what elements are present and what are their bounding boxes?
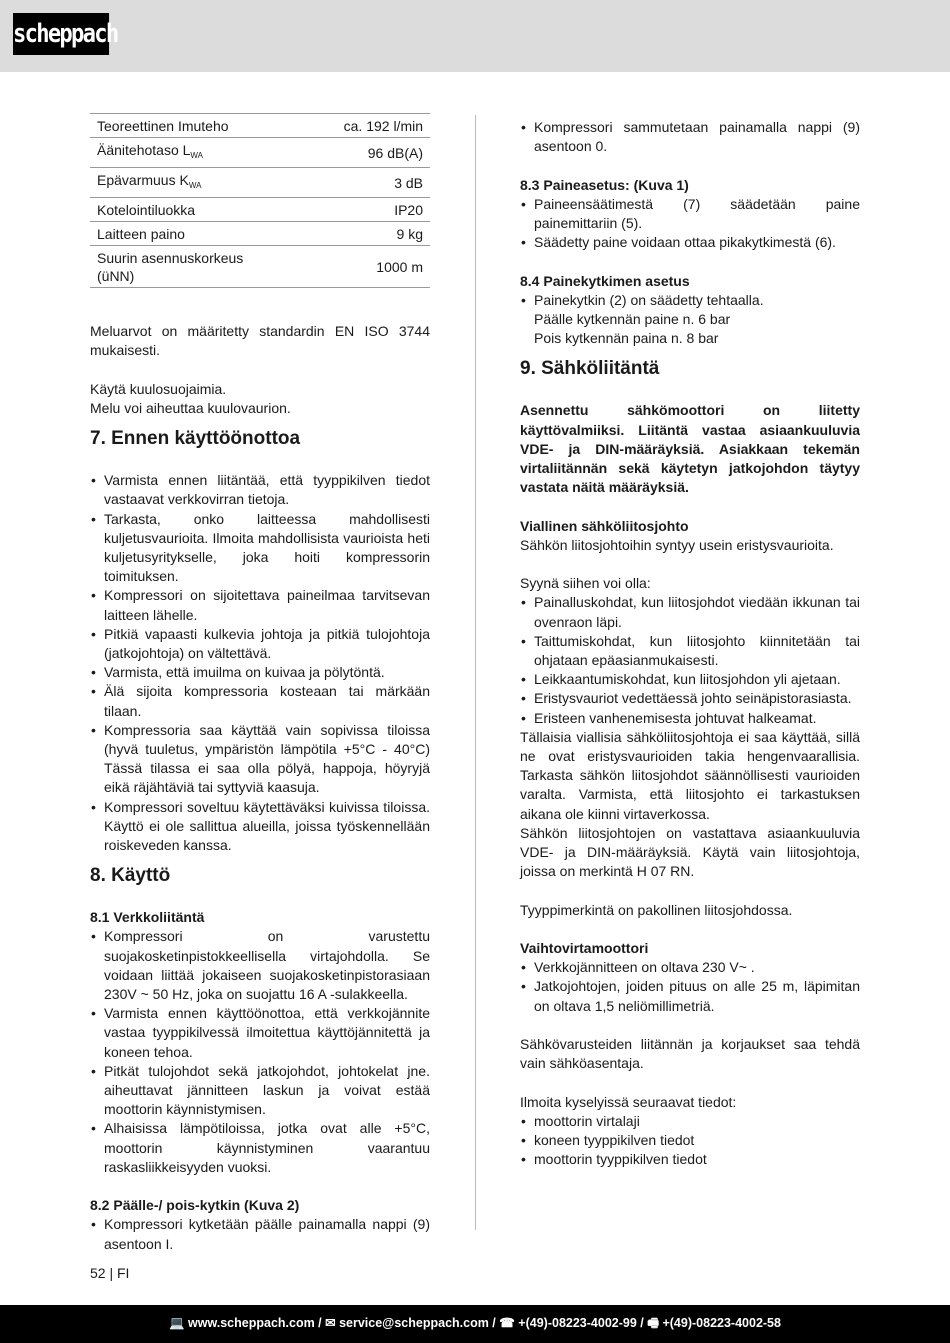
paragraph: Sähkövarusteiden liitännän ja korjaukset saa tehdä vain sähköasentaja. — [520, 1036, 860, 1072]
paragraph: Sähkön liitosjohtoihin syntyy usein eristysvaurioita. — [520, 536, 834, 553]
subsection-heading: 8.1 Verkkoliitäntä — [90, 909, 205, 926]
section-heading: 8. Käyttö — [90, 865, 171, 887]
spec-label-text: Kotelointiluokka — [97, 201, 196, 218]
table-row — [90, 138, 430, 168]
spec-label — [90, 198, 260, 222]
paragraph: Melu voi aiheuttaa kuulovaurion. — [90, 399, 291, 416]
spacer — [520, 156, 860, 175]
table-row — [90, 198, 430, 222]
table-row — [90, 168, 430, 198]
spacer — [520, 497, 860, 516]
spacer — [520, 252, 860, 271]
bullet-item: • Painekytkin (2) on säädetty tehtaalla. — [520, 291, 860, 310]
table-row — [90, 246, 430, 288]
left-column — [90, 113, 430, 1254]
indented-line: Päälle kytkennän paine n. 6 bar — [534, 311, 731, 327]
subsection-heading: 8.4 Painekytkimen asetus — [520, 272, 690, 289]
spec-value: ca. 192 l/min — [260, 114, 430, 138]
bullet-item: • Pitkiä vapaasti kulkevia johtoja ja pitkiä tulojohtoja (jatkojohtoja) on vältettävä. — [90, 625, 430, 663]
spacer — [520, 881, 860, 900]
paragraph: Käytä kuulosuojaimia. — [90, 380, 227, 397]
subsection-heading: Vaihtovirtamoottori — [520, 940, 649, 957]
bullet-item: • Tarkasta, onko laitteessa mahdollisesti kuljetusvaurioita. Ilmoita mahdollisista vaurioista heti kuljetusyritykselle, joka hoiti kompressorin toimituksen. — [90, 510, 430, 587]
scheppach-logo: scheppach — [13, 13, 109, 55]
spacer — [90, 303, 430, 322]
bullet-item: • Kompressori on sijoitettava paineilmaa tarvitsevan laitteen lähelle. — [90, 586, 430, 624]
table-row — [90, 222, 430, 246]
spacer — [90, 1177, 430, 1196]
spec-label-text: Laitteen paino — [97, 225, 185, 242]
spec-label — [90, 168, 260, 198]
spec-label-subscript: WA — [188, 180, 202, 190]
spec-label-text: Äänitehotaso L — [97, 141, 191, 158]
spacer — [520, 1073, 860, 1092]
bold-paragraph: Asennettu sähkömoottori on liitetty käyttövalmiiksi. Liitäntä vastaa asiaankuuluvia VDE- ja DIN-määräyksiä. Asiakkaan tekemän virtaliitännän sekä käytetyn jatkojohdon täytyy vastata näitä määräyksiä. — [520, 402, 860, 496]
bullet-item: • koneen tyyppikilven tiedot — [520, 1131, 860, 1150]
subsection-heading: Viallinen sähköliitosjohto — [520, 517, 689, 534]
bullet-item: • Eristysvauriot vedettäessä johto seinäpistorasiasta. — [520, 689, 860, 708]
spec-label-subscript: WA — [190, 150, 203, 160]
spec-value: 96 dB(A) — [260, 138, 430, 168]
spec-label-text: Teoreettinen Imuteho — [97, 117, 229, 134]
subsection-heading: 8.3 Paineasetus: (Kuva 1) — [520, 176, 689, 193]
right-column — [520, 118, 860, 1169]
bullet-item: • moottorin virtalaji — [520, 1112, 860, 1131]
section-heading: 7. Ennen käyttöönottoa — [90, 428, 301, 450]
bullet-item: • Kompressori on varustettu suojakosketinpistokkeellisella virtajohdolla. Se voidaan liittää jokaiseen suojakosketinpistorasiaan 230V ~ 50 Hz, joka on suojattu 16 A -sulakkeella. — [90, 927, 430, 1004]
paragraph: Tällaisia viallisia sähköliitosjohtoja ei saa käyttää, sillä ne ovat eristysvaurioiden takia hengenvaarallisia. Tarkasta sähkön liitosjohdot säännöllisesti vaurioiden varalta. Varmista, että liitosjohto ei tarkastuksen aikana ole kiinni virtaverkossa. — [520, 728, 860, 822]
paragraph: Ilmoita kyselyissä seuraavat tiedot: — [520, 1093, 737, 1110]
bullet-item: • Taittumiskohdat, kun liitosjohto kiinnitetään tai ohjataan epäasianmukaisesti. — [520, 632, 860, 670]
spacer — [520, 555, 860, 574]
bullet-item: • Paineensäätimestä (7) säädetään paine painemittariin (5). — [520, 195, 860, 233]
spec-label-text: Epävarmuus K — [97, 171, 189, 188]
bullet-item: • Kompressoria saa käyttää vain sopivissa tiloissa (hyvä tuuletus, ympäristön lämpötila +5°C - 40°C) Tässä tilassa ei saa olla pölyä, happoja, höyryjä eikä räjähtäviä tai syttyviä kaasuja. — [90, 721, 430, 798]
spacer — [520, 920, 860, 939]
paragraph: Tyyppimerkintä on pakollinen liitosjohdossa. — [520, 901, 793, 918]
spec-label — [90, 222, 260, 246]
bullet-item: • Eristeen vanhenemisesta johtuvat halkeamat. — [520, 709, 860, 728]
spec-value: IP20 — [260, 198, 430, 222]
page-header — [0, 0, 950, 72]
bullet-item: • Kompressori sammutetaan painamalla nappi (9) asentoon 0. — [520, 118, 860, 156]
bullet-item: • Alhaisissa lämpötiloissa, jotka ovat alle +5°C, moottorin käynnistyminen vaarantuu raskasliikkeisyyden vuoksi. — [90, 1119, 430, 1177]
bullet-item: • Varmista ennen käyttöönottoa, että verkkojännite vastaa tyyppikilvessä ilmoitettua käyttöjännitettä ja koneen tehoa. — [90, 1004, 430, 1062]
bullet-item: • Kompressori kytketään päälle painamalla nappi (9) asentoon I. — [90, 1215, 430, 1253]
spec-label — [90, 138, 260, 168]
bullet-item: • Kompressori soveltuu käytettäväksi kuivissa tiloissa. Käyttö ei ole sallittua alueilla, joissa työskennellään roiskeveden kanssa. — [90, 798, 430, 856]
column-divider — [475, 115, 476, 1230]
paragraph: Sähkön liitosjohtojen on vastattava asiaankuuluvia VDE- ja DIN-määräyksiä. Käytä vain liitosjohtoja, joissa on merkintä H 07 RN. — [520, 824, 860, 880]
spec-label — [90, 246, 260, 288]
subsection-heading: 8.2 Päälle-/ pois-kytkin (Kuva 2) — [90, 1197, 300, 1214]
indented-line: Pois kytkennän paina n. 8 bar — [534, 330, 719, 347]
spacer — [520, 1016, 860, 1035]
bullet-item: • Pitkät tulojohdot sekä jatkojohdot, johtokelat jne. aiheuttavat jännitteen laskun ja voivat estää moottorin käynnistymisen. — [90, 1062, 430, 1120]
spec-value: 1000 m — [260, 246, 430, 288]
spec-table — [90, 113, 430, 288]
table-row — [90, 114, 430, 138]
footer-contact: 💻 www.scheppach.com / ✉ service@scheppach.com / ☎ +(49)-08223-4002-99 / 🖷 +(49)-08223-4002-58 — [0, 1305, 950, 1343]
bullet-item: • Verkkojännitteen on oltava 230 V~ . — [520, 958, 860, 977]
bullet-item: • Jatkojohtojen, joiden pituus on alle 25 m, läpimitan on oltava 1,5 neliömillimetriä. — [520, 977, 860, 1015]
section-heading: 9. Sähköliitäntä — [520, 358, 660, 380]
paragraph: Meluarvot on määritetty standardin EN ISO 3744 mukaisesti. — [90, 323, 430, 359]
bullet-item: • moottorin tyyppikilven tiedot — [520, 1150, 860, 1169]
bullet-item: • Säädetty paine voidaan ottaa pikakytkimestä (6). — [520, 233, 860, 252]
paragraph: Syynä siihen voi olla: — [520, 575, 651, 592]
spacer — [90, 361, 430, 380]
spec-value: 3 dB — [260, 168, 430, 198]
bullet-item: • Painalluskohdat, kun liitosjohdot viedään ikkunan tai ovenraon läpi. — [520, 593, 860, 631]
bullet-item: • Leikkaantumiskohdat, kun liitosjohdon yli ajetaan. — [520, 670, 860, 689]
bullet-item: • Varmista ennen liitäntää, että tyyppikilven tiedot vastaavat verkkovirran tietoja. — [90, 471, 430, 509]
bullet-item: • Älä sijoita kompressoria kosteaan tai märkään tilaan. — [90, 682, 430, 720]
page-number: 52 | FI — [90, 1265, 130, 1281]
spec-label — [90, 114, 260, 138]
bullet-item: • Varmista, että imuilma on kuivaa ja pölytöntä. — [90, 663, 430, 682]
spec-label-text: Suurin asennuskorkeus (üNN) — [97, 249, 244, 284]
spec-value: 9 kg — [260, 222, 430, 246]
